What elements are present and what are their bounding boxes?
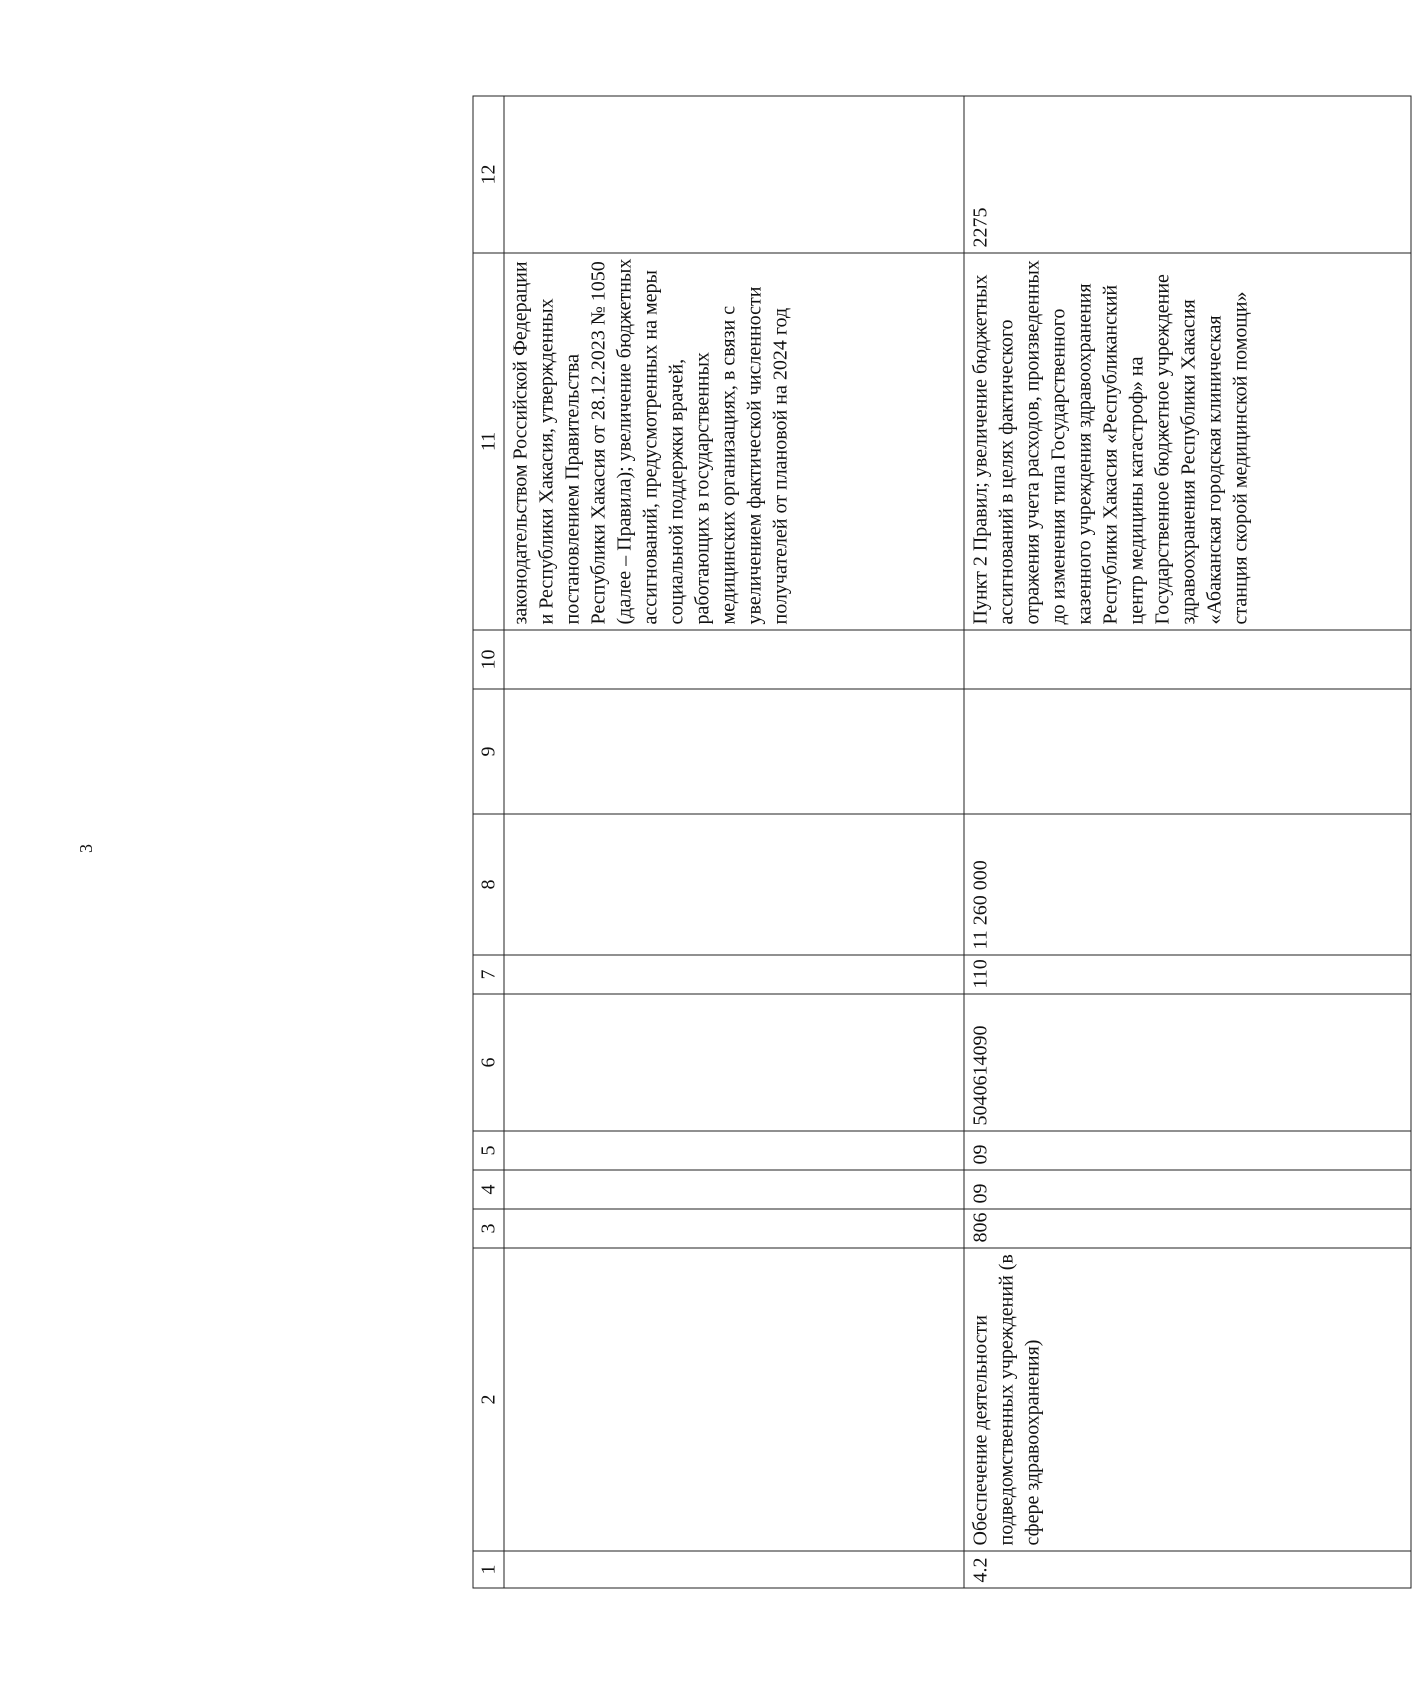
section-cell: 09 bbox=[964, 1170, 1411, 1209]
reference-cell bbox=[504, 96, 964, 253]
item-name-cell: Обеспечение деятельности подведомственных учреждений (в сфере здравоохранения) bbox=[964, 1248, 1411, 1551]
page-number: 3 bbox=[76, 844, 96, 853]
section-cell bbox=[504, 1170, 964, 1209]
header-cell: 10 bbox=[473, 630, 504, 689]
reference-cell: 2275 bbox=[964, 96, 1411, 253]
expense-type-cell bbox=[504, 955, 964, 994]
subsection-cell bbox=[504, 1131, 964, 1170]
header-cell: 12 bbox=[473, 96, 504, 253]
header-cell: 6 bbox=[473, 994, 504, 1131]
table-row bbox=[964, 96, 1411, 1588]
budget-table-frame bbox=[473, 109, 1418, 1589]
code-cell: 806 bbox=[964, 1209, 1411, 1248]
basis-cell: Пункт 2 Правил; увеличение бюджетных ассигнований в целях фактического отражения учета расходов, произведенных до изменения типа Государственного казенного учреждения здравоохранения Республики Хакасия «Республиканский центр медицины катастроф» на Государственное бюджетное учреждение здравоохранения Республики Хакасия «Абаканская городская клиническая станция скорой медицинской помощи» bbox=[964, 253, 1411, 630]
expense-type-cell: 110 bbox=[964, 955, 1411, 994]
target-article-cell: 5040614090 bbox=[964, 994, 1411, 1131]
amount-cell bbox=[964, 630, 1411, 689]
header-cell: 1 bbox=[473, 1551, 504, 1588]
header-cell: 8 bbox=[473, 814, 504, 955]
header-cell: 2 bbox=[473, 1248, 504, 1551]
header-cell: 11 bbox=[473, 253, 504, 630]
header-cell: 4 bbox=[473, 1170, 504, 1209]
header-cell: 3 bbox=[473, 1209, 504, 1248]
target-article-cell bbox=[504, 994, 964, 1131]
header-cell: 7 bbox=[473, 955, 504, 994]
amount-cell bbox=[504, 630, 964, 689]
code-cell bbox=[504, 1209, 964, 1248]
column-number-header bbox=[473, 96, 504, 1588]
basis-cell: законодательством Российской Федерации и Республики Хакасия, утвержденных постановлением Правительства Республики Хакасия от 28.12.2023 № 1050 (далее – Правила); увеличение бюджетных ассигнований, предусмотренных на меры социальной поддержки врачей, работающих в государственных медицинских организациях, в связи с увеличением фактической численности получателей от плановой на 2024 год bbox=[504, 253, 964, 630]
amount-cell: 11 260 000 bbox=[964, 814, 1411, 955]
header-cell: 5 bbox=[473, 1131, 504, 1170]
subsection-cell: 09 bbox=[964, 1131, 1411, 1170]
table-row bbox=[504, 96, 964, 1588]
amount-cell bbox=[504, 814, 964, 955]
budget-table bbox=[473, 96, 1412, 1589]
amount-cell bbox=[964, 689, 1411, 814]
row-number-cell bbox=[504, 1551, 964, 1588]
header-cell: 9 bbox=[473, 689, 504, 814]
amount-cell bbox=[504, 689, 964, 814]
item-name-cell bbox=[504, 1248, 964, 1551]
row-number-cell: 4.2 bbox=[964, 1551, 1411, 1588]
